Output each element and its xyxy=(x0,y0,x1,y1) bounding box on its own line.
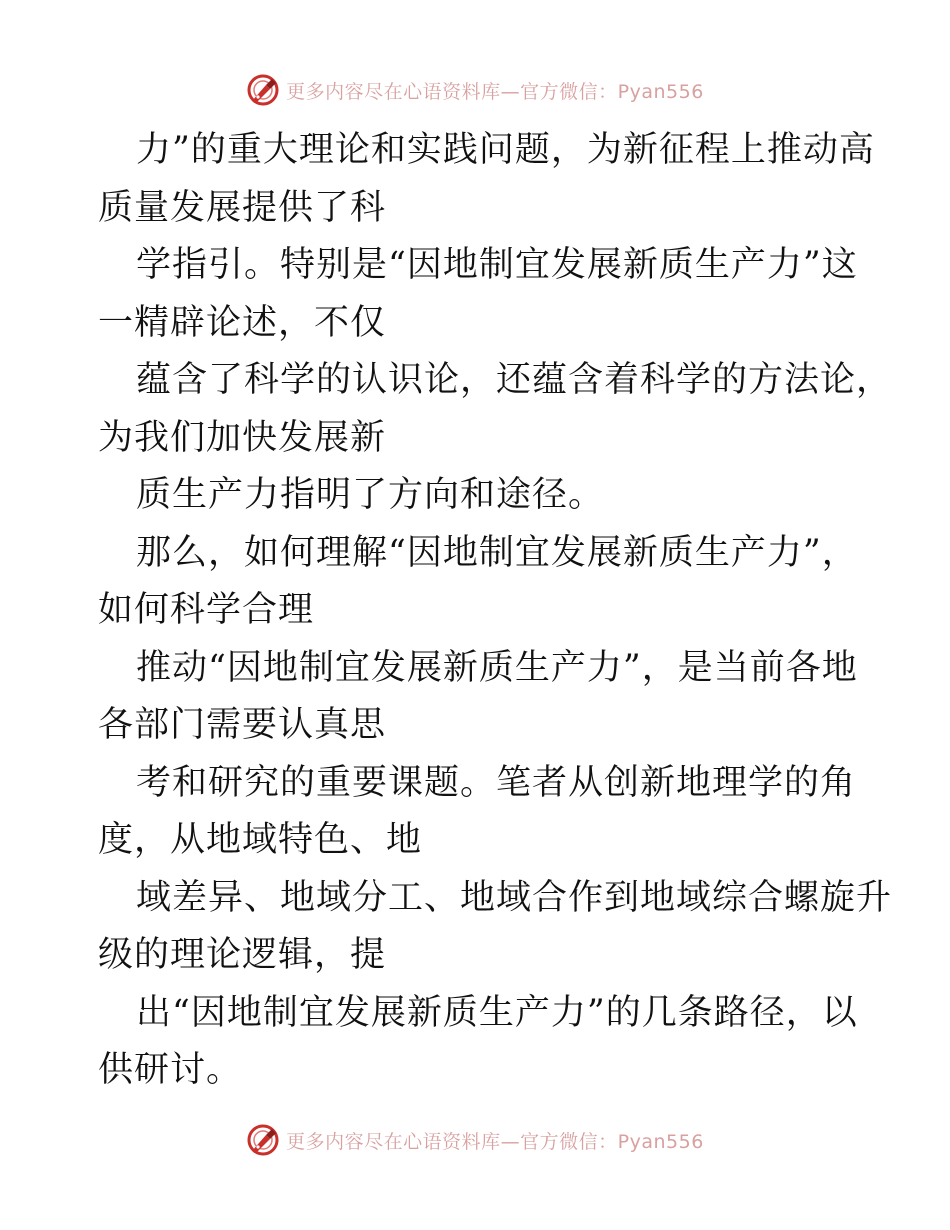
body-line-12: 考和研究的重要课题。笔者从创新地理学的角 xyxy=(136,762,857,803)
body-line-10: 推动“因地制宜发展新质生产力”，是当前各地 xyxy=(136,647,858,688)
body-line-5: 蕴含了科学的认识论，还蕴含着科学的方法论， xyxy=(136,360,893,400)
body-line-11: 各部门需要认真思 xyxy=(98,705,387,745)
watermark-text: 更多内容尽在心语资料库—官方微信：Pyan556 xyxy=(286,80,704,103)
body-line-17: 供研讨。 xyxy=(98,1050,243,1090)
body-line-4: 一精辟论述，不仅 xyxy=(98,302,387,343)
header-watermark-banner xyxy=(0,70,950,110)
watermark-text: 更多内容尽在心语资料库—官方微信：Pyan556 xyxy=(286,1130,704,1153)
document-body xyxy=(98,122,893,1100)
pen-logo-icon xyxy=(246,73,280,107)
pen-logo-icon xyxy=(246,1123,280,1157)
body-line-9: 如何科学合理 xyxy=(98,590,315,630)
footer-watermark-banner xyxy=(0,1120,950,1160)
body-line-1: 力”的重大理论和实践问题，为新征程上推动高 xyxy=(136,130,875,170)
body-line-16: 出“因地制宜发展新质生产力”的几条路径，以 xyxy=(136,992,858,1033)
body-line-15: 级的理论逻辑，提 xyxy=(98,935,387,975)
body-line-14: 域差异、地域分工、地域合作到地域综合螺旋升 xyxy=(136,877,893,918)
body-line-8: 那么，如何理解“因地制宜发展新质生产力”， xyxy=(136,532,858,573)
body-line-6: 为我们加快发展新 xyxy=(98,417,387,458)
body-line-2: 质量发展提供了科 xyxy=(98,187,387,228)
body-line-3: 学指引。特别是“因地制宜发展新质生产力”这 xyxy=(136,245,858,285)
body-line-7: 质生产力指明了方向和途径。 xyxy=(136,475,605,515)
body-line-13: 度，从地域特色、地 xyxy=(98,820,423,860)
